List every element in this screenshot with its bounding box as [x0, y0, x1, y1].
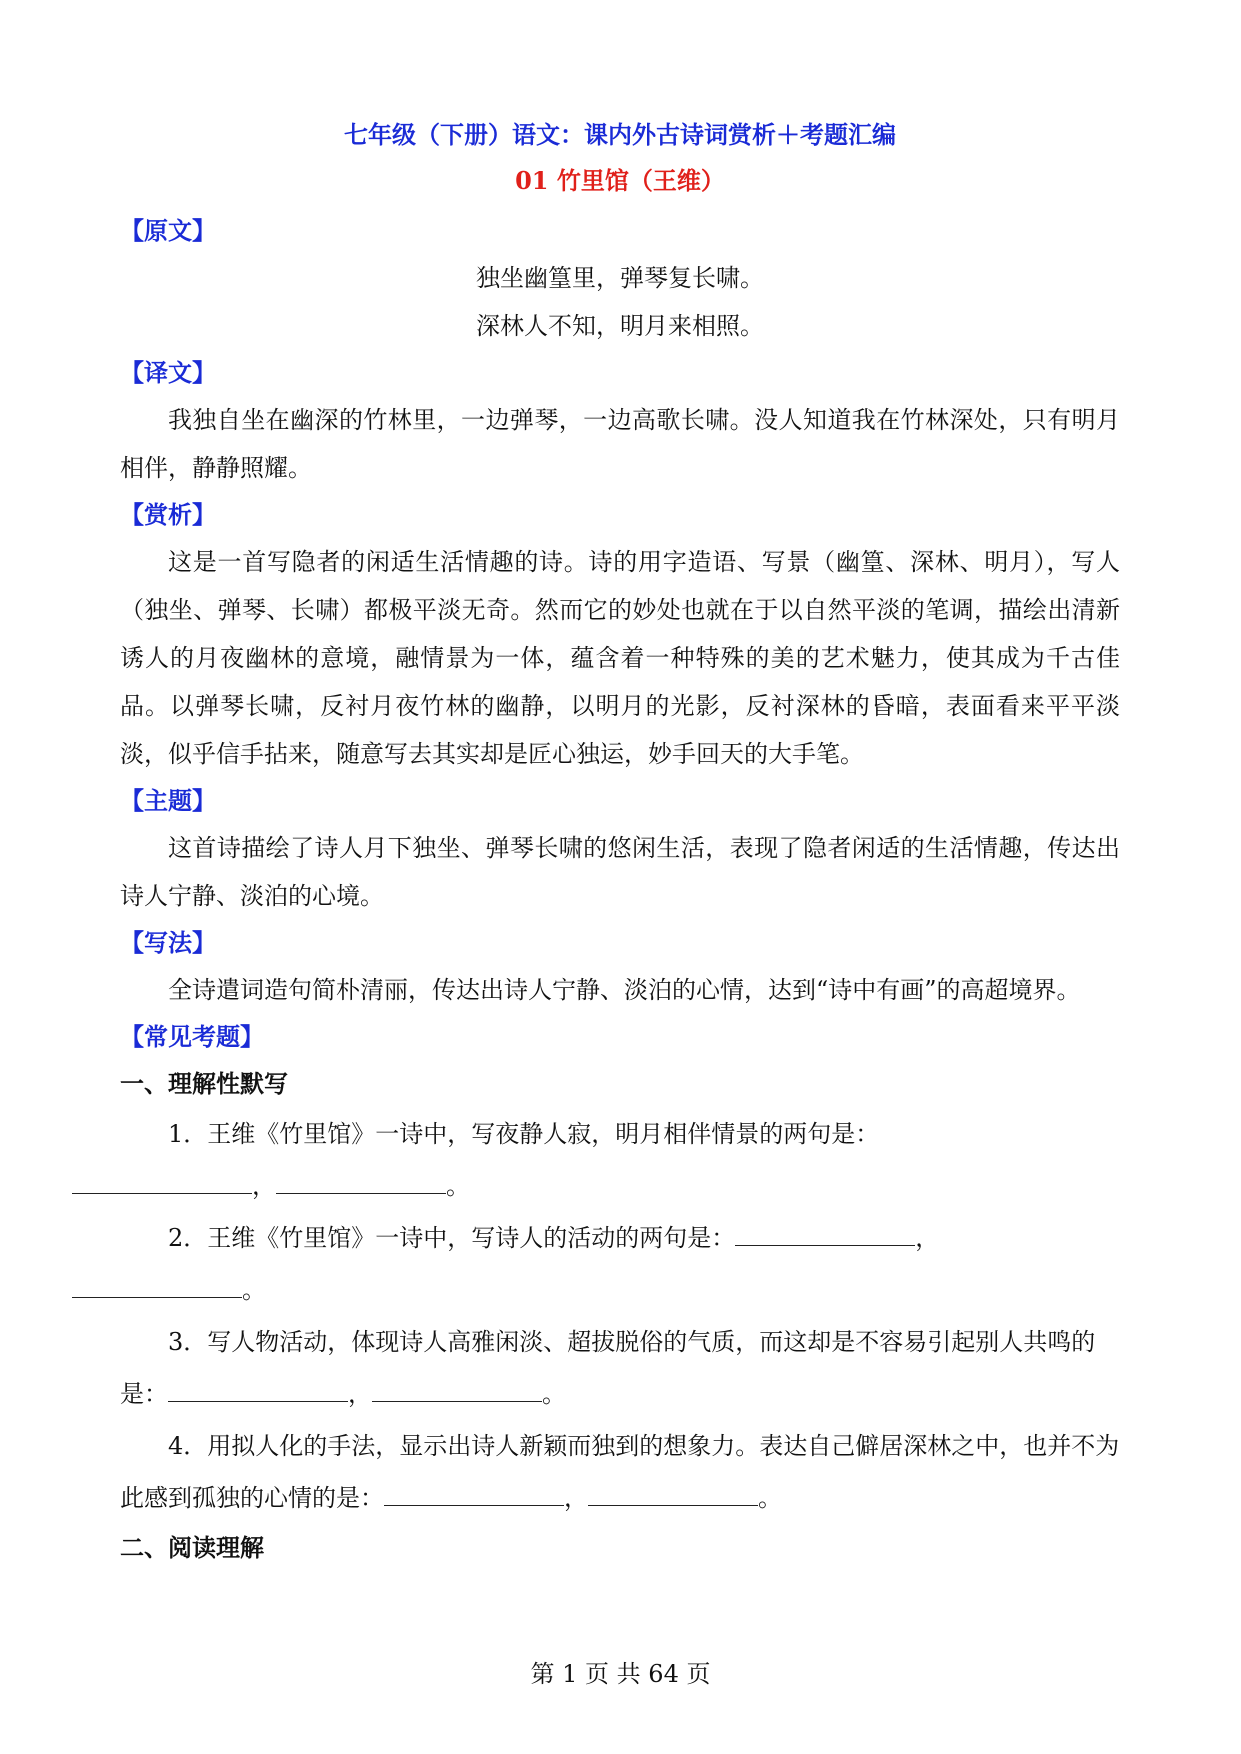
translation-text: 我独自坐在幽深的竹林里，一边弹琴，一边高歌长啸。没人知道我在竹林深处，只有明月相伴，静静照耀。 [120, 406, 1120, 482]
question-3-text: 3．写人物活动，体现诗人高雅闲淡、超拔脱俗的气质，而这却是不容易引起别人共鸣的是： [120, 1328, 1096, 1408]
document-page [120, 118, 1120, 1572]
section-heading-questions: 【常见考题】 [120, 1022, 264, 1051]
poem-title: 01 竹里馆（王维） [515, 166, 725, 195]
poem-line-2: 深林人不知，明月来相照。 [476, 312, 764, 340]
question-4-text: 4．用拟人化的手法，显示出诗人新颖而独到的想象力。表达自己僻居深林之中，也并不为此感到孤独的心情的是： [120, 1432, 1120, 1512]
document-title: 七年级（下册）语文：课内外古诗词赏析＋考题汇编 [344, 120, 896, 149]
question-1: 1．王维《竹里馆》一诗中，写夜静人寂，明月相伴情景的两句是： ， 。 [120, 1108, 1120, 1212]
section-heading-technique: 【写法】 [120, 928, 216, 957]
answer-blank-1a[interactable] [72, 1171, 252, 1194]
part-heading-reading: 二、阅读理解 [120, 1533, 264, 1562]
question-1-text: 1．王维《竹里馆》一诗中，写夜静人寂，明月相伴情景的两句是： [168, 1120, 880, 1148]
answer-blank-4a[interactable] [384, 1483, 564, 1506]
page-footer: 第 1 页 共 64 页 [530, 1660, 711, 1688]
question-2: 2．王维《竹里馆》一诗中，写诗人的活动的两句是： ， 。 [120, 1212, 1120, 1316]
theme-text: 这首诗描绘了诗人月下独坐、弹琴长啸的悠闲生活，表现了隐者闲适的生活情趣，传达出诗人宁静、淡泊的心境。 [120, 834, 1120, 910]
section-heading-theme: 【主题】 [120, 786, 216, 815]
answer-blank-2b[interactable] [72, 1275, 242, 1298]
poem-line-1: 独坐幽篁里，弹琴复长啸。 [476, 264, 764, 292]
answer-blank-3a[interactable] [168, 1379, 348, 1402]
answer-blank-2a[interactable] [735, 1223, 915, 1246]
part-heading-dictation: 一、理解性默写 [120, 1069, 288, 1098]
question-3: 3．写人物活动，体现诗人高雅闲淡、超拔脱俗的气质，而这却是不容易引起别人共鸣的是： ， 。 [120, 1328, 1096, 1408]
section-heading-translation: 【译文】 [120, 358, 216, 387]
answer-blank-1b[interactable] [276, 1171, 446, 1194]
section-heading-original: 【原文】 [120, 216, 216, 245]
appreciation-text: 这是一首写隐者的闲适生活情趣的诗。诗的用字造语、写景（幽篁、深林、明月），写人（独坐、弹琴、长啸）都极平淡无奇。然而它的妙处也就在于以自然平淡的笔调，描绘出清新诱人的月夜幽林的意境，融情景为一体，蕴含着一种特殊的美的艺术魅力，使其成为千古佳品。以弹琴长啸，反衬月夜竹林的幽静，以明月的光影，反衬深林的昏暗，表面看来平平淡淡，似乎信手拈来，随意写去其实却是匠心独运，妙手回天的大手笔。 [120, 548, 1120, 768]
question-2-text: 2．王维《竹里馆》一诗中，写诗人的活动的两句是： [168, 1224, 736, 1252]
question-4: 4．用拟人化的手法，显示出诗人新颖而独到的想象力。表达自己僻居深林之中，也并不为此感到孤独的心情的是： ， 。 [120, 1432, 1120, 1512]
answer-blank-3b[interactable] [372, 1379, 542, 1402]
section-heading-appreciation: 【赏析】 [120, 500, 216, 529]
technique-text: 全诗遣词造句简朴清丽，传达出诗人宁静、淡泊的心情，达到“诗中有画”的高超境界。 [168, 976, 1081, 1004]
answer-blank-4b[interactable] [588, 1483, 758, 1506]
